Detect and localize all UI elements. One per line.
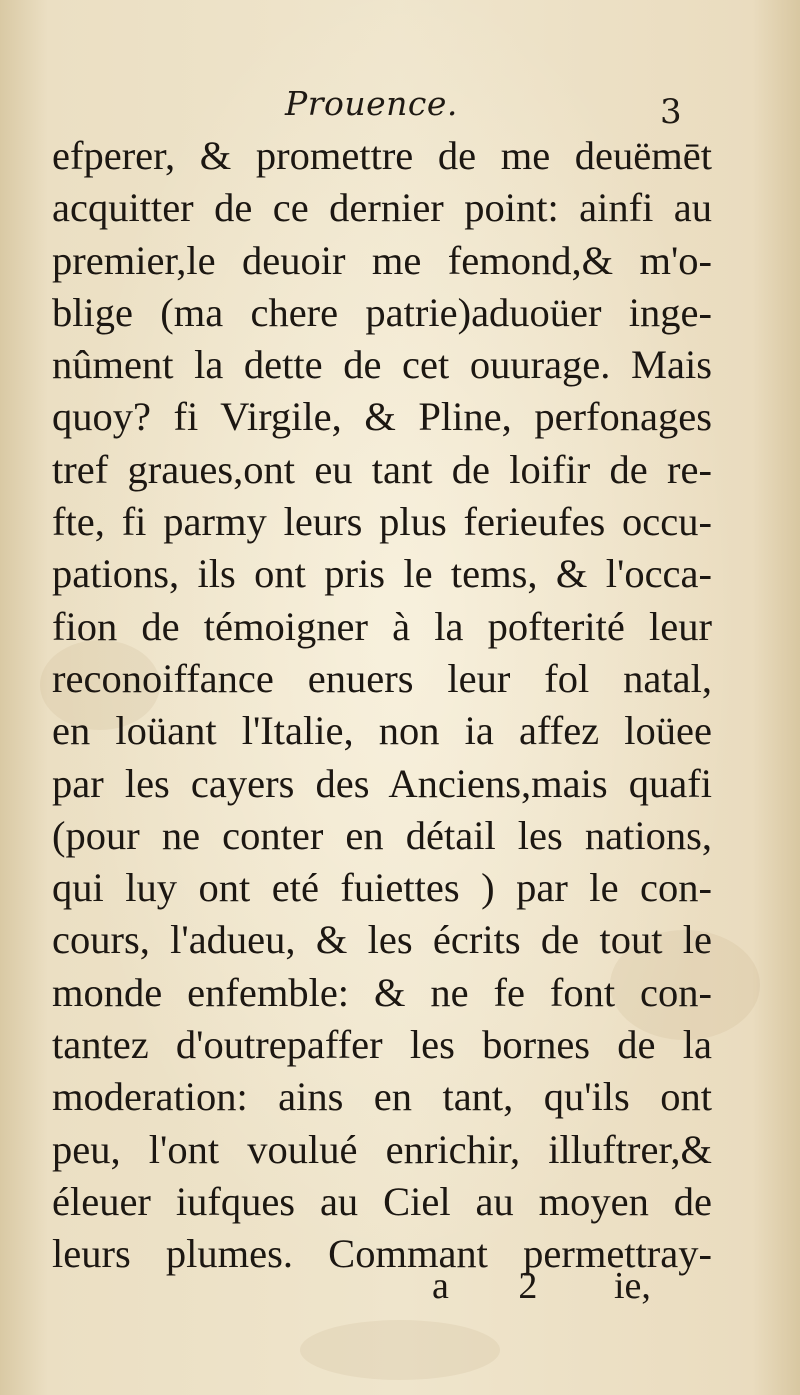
text-line: peu, l'ont voulué enrichir, illuftrer,&	[52, 1126, 712, 1172]
text-line: éleuer iufques au Ciel au moyen de	[52, 1178, 712, 1224]
text-line: cours, l'adueu, & les écrits de tout le	[52, 917, 712, 963]
text-line: en loüant l'Italie, non ia affez loüee	[52, 708, 712, 754]
running-title: Prouence.	[285, 84, 458, 123]
text-line: premier,le deuoir me femond,& m'o-	[52, 237, 712, 283]
text-line: acquitter de ce dernier point: ainfi au	[52, 185, 712, 231]
text-line: tantez d'outrepaffer les bornes de la	[52, 1022, 712, 1068]
signature-mark: a 2	[432, 1265, 568, 1307]
page-footer	[0, 1264, 800, 1324]
text-line: reconoiffance enuers leur fol natal,	[52, 655, 712, 701]
text-line: qui luy ont eté fuiettes ) par le con-	[52, 865, 712, 911]
text-line: efperer, & promettre de me deuëmēt	[52, 133, 712, 178]
paper-stain	[300, 1320, 500, 1380]
text-line: monde enfemble: & ne fe font con-	[52, 969, 712, 1015]
text-line: leurs plumes. Commant permettray-	[52, 1231, 712, 1277]
page-header	[0, 78, 800, 138]
text-line: moderation: ains en tant, qu'ils ont	[52, 1074, 712, 1120]
text-line: nûment la dette de cet ouurage. Mais	[52, 342, 712, 388]
text-line: quoy? fi Virgile, & Pline, perfonages	[52, 394, 712, 440]
text-line: fte, fi parmy leurs plus ferieufes occu-	[52, 499, 712, 545]
text-line: fion de témoigner à la pofterité leur	[52, 603, 712, 649]
catchword: ie,	[614, 1265, 651, 1307]
body-text	[52, 130, 712, 1281]
text-line: par les cayers des Anciens,mais quafi	[52, 760, 712, 806]
page-number: 3	[660, 92, 682, 132]
text-line: pations, ils ont pris le tems, & l'occa-	[52, 551, 712, 597]
text-line: (pour ne conter en détail les nations,	[52, 812, 712, 858]
text-line: blige (ma chere patrie)aduoüer inge-	[52, 289, 712, 335]
text-line: tref graues,ont eu tant de loifir de re-	[52, 446, 712, 492]
